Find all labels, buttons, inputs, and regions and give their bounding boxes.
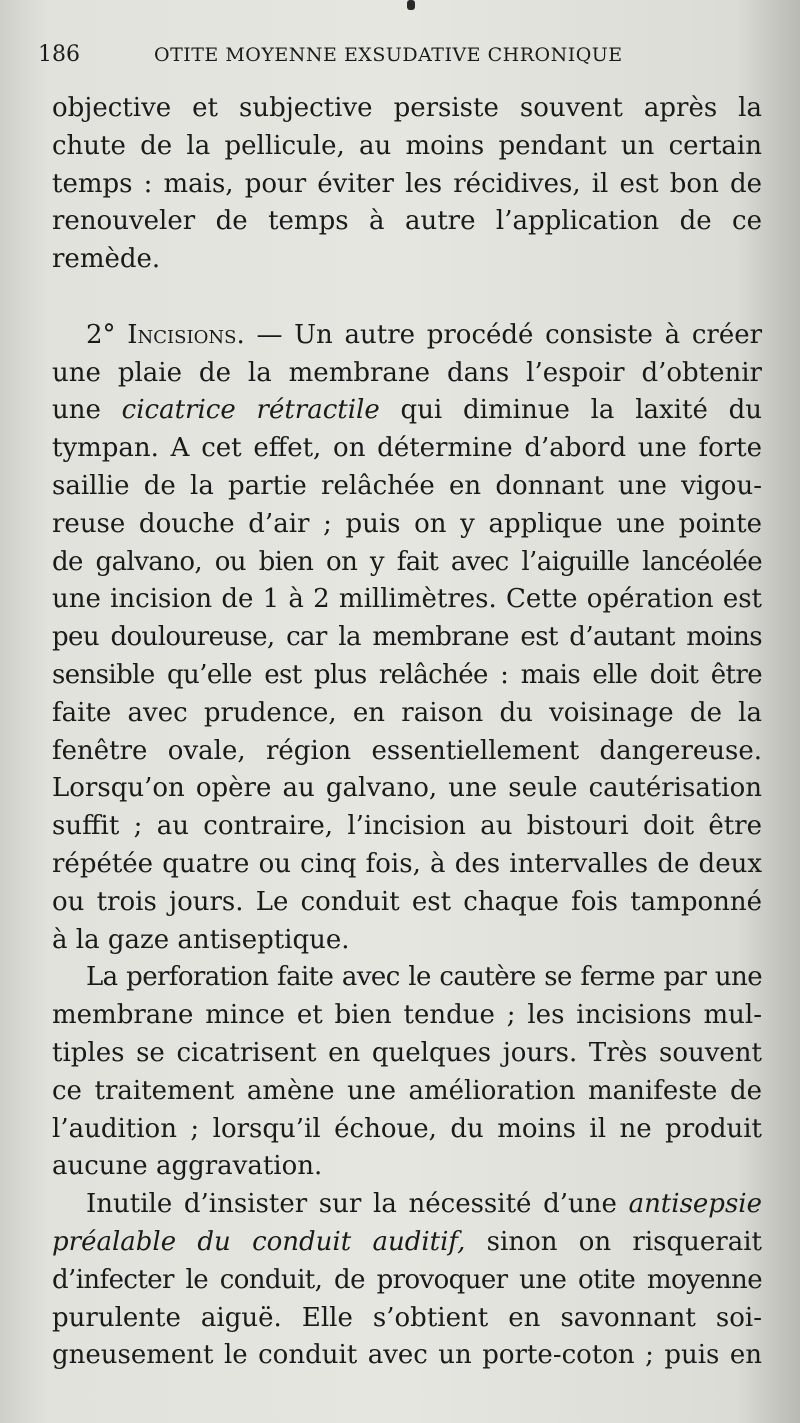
heading-number: 2° <box>86 319 116 350</box>
text-line: purulente aiguë. Elle s’obtient en savonnant soi- <box>52 1302 762 1333</box>
running-title: OTITE MOYENNE EXSUDATIVE CHRONIQUE <box>154 44 623 66</box>
text-line: peu douloureuse, car la membrane est d’autant moins <box>52 622 762 653</box>
italic-term: antisepsie <box>628 1189 762 1220</box>
paragraph-gap <box>52 279 762 317</box>
text-line: renouveler de temps à autre l’application de ce <box>52 206 762 237</box>
text-line <box>52 1224 762 1262</box>
text-fragment: — Un autre procédé consiste à créer <box>256 319 763 350</box>
text-line: l’audition ; lorsqu’il échoue, du moins il ne produit <box>52 1113 762 1144</box>
text-line: d’infecter le conduit, de provoquer une otite moyenne <box>52 1264 762 1295</box>
text-line: fenêtre ovale, région essentiellement dangereuse. <box>52 735 762 766</box>
page-header <box>38 38 758 74</box>
text-line: suffit ; au contraire, l’incision au bistouri doit être <box>52 811 762 842</box>
text-line: tiples se cicatrisent en quelques jours. Très souvent <box>52 1037 762 1068</box>
text-line: temps : mais, pour éviter les récidives, il est bon de <box>52 168 762 199</box>
section-heading-line <box>52 317 762 355</box>
text-line: une incision de 1 à 2 millimètres. Cette opération est <box>52 584 762 615</box>
text-line <box>52 392 762 430</box>
text-line: à la gaze antiseptique. <box>52 924 350 955</box>
section-heading: Incisions. <box>127 319 245 350</box>
italic-term: préalable du conduit auditif, <box>52 1226 466 1257</box>
text-line: sensible qu’elle est plus relâchée : mais elle doit être <box>52 659 762 690</box>
page-number: 186 <box>38 42 80 67</box>
ink-mark <box>407 0 415 10</box>
text-line: aucune aggravation. <box>52 1151 323 1182</box>
text-line: reuse douche d’air ; puis on y applique une pointe <box>52 508 762 539</box>
text-line: faite avec prudence, en raison du voisinage de la <box>52 697 762 728</box>
text-line: membrane mince et bien tendue ; les incisions mul- <box>52 1000 762 1031</box>
text-line: saillie de la partie relâchée en donnant une vigou- <box>52 470 762 501</box>
text-fragment: une <box>52 395 101 426</box>
text-line: gneusement le conduit avec un porte-coton ; puis en <box>52 1340 762 1371</box>
text-line: ce traitement amène une amélioration manifeste de <box>52 1075 762 1106</box>
text-line: une plaie de la membrane dans l’espoir d’obtenir <box>52 357 762 388</box>
text-line: remède. <box>52 244 161 275</box>
italic-term: cicatrice rétractile <box>121 395 380 426</box>
text-line: objective et subjective persiste souvent après la <box>52 93 762 123</box>
text-line: de galvano, ou bien on y fait avec l’aiguille lancéolée <box>52 546 762 577</box>
text-line: tympan. A cet effet, on détermine d’abord une forte <box>52 433 762 464</box>
body-text <box>52 90 762 1375</box>
text-fragment: qui diminue la laxité du <box>400 395 763 426</box>
text-fragment: Inutile d’insister sur la nécessité d’une <box>86 1189 617 1220</box>
text-line <box>52 1186 762 1224</box>
text-fragment: sinon on risquerait <box>486 1226 762 1257</box>
text-line: chute de la pellicule, au moins pendant un certain <box>52 130 762 161</box>
text-line: Lorsqu’on opère au galvano, une seule cautérisation <box>52 773 762 804</box>
text-line: répétée quatre ou cinq fois, à des intervalles de deux <box>52 848 762 879</box>
text-line: La perforation faite avec le cautère se ferme par une <box>86 962 762 993</box>
text-line: ou trois jours. Le conduit est chaque fois tamponné <box>52 886 762 917</box>
